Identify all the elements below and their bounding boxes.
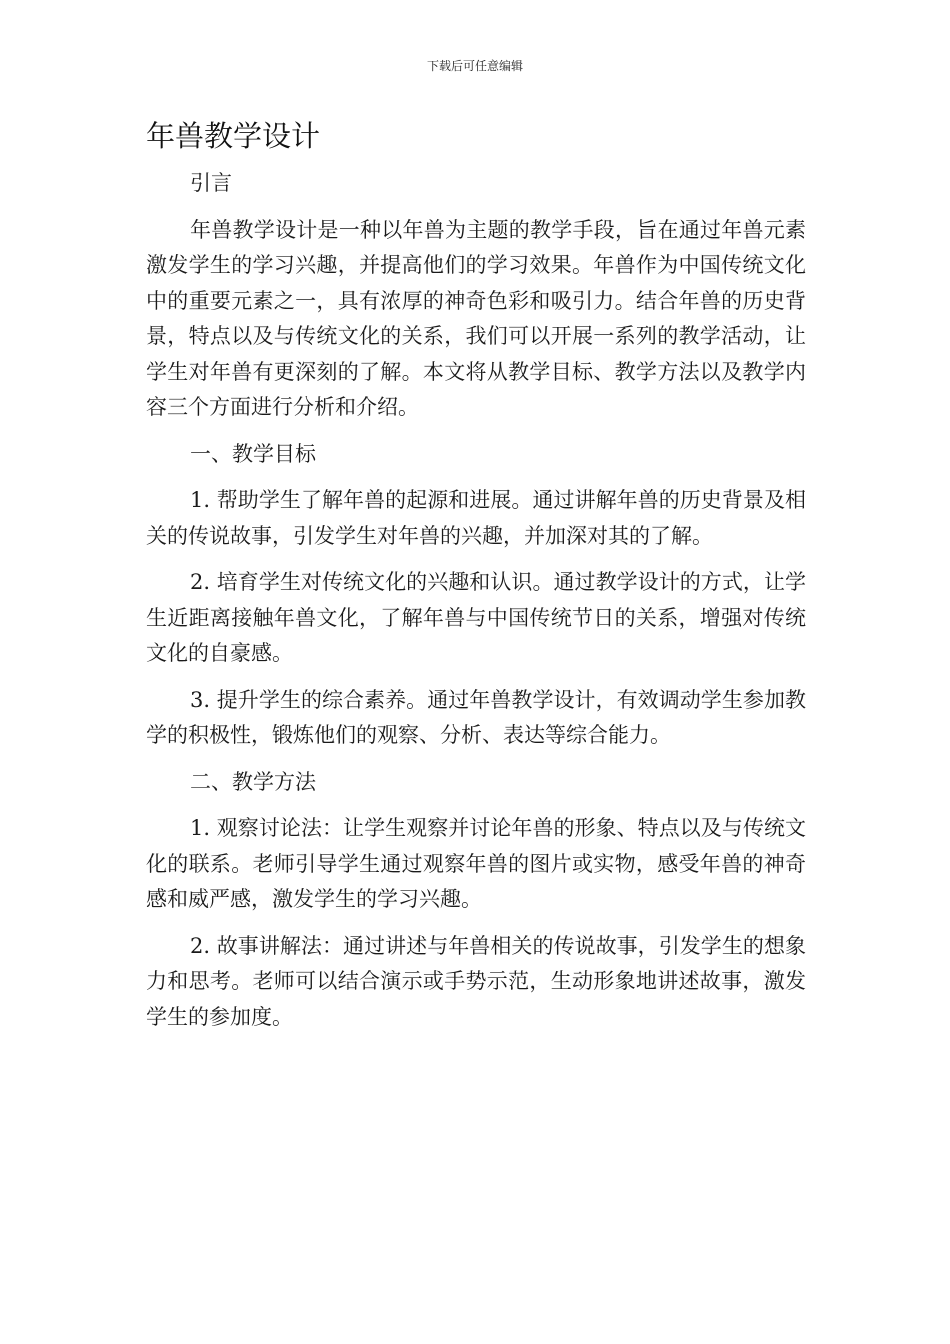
document-body xyxy=(146,166,806,1046)
goal-item-2: 2. 培育学生对传统文化的兴趣和认识。通过教学设计的方式，让学生近距离接触年兽文化，了解年兽与中国传统节日的关系，增强对传统文化的自豪感。 xyxy=(146,570,806,665)
section-heading-methods: 二、教学方法 xyxy=(190,769,316,794)
document-title: 年兽教学设计 xyxy=(146,119,321,153)
method-item-2: 2. 故事讲解法：通过讲述与年兽相关的传说故事，引发学生的想象力和思考。老师可以结合演示或手势示范，生动形象地讲述故事，激发学生的参加度。 xyxy=(146,933,806,1029)
goal-item-3: 3. 提升学生的综合素养。通过年兽教学设计，有效调动学生参加教学的积极性，锻炼他们的观察、分析、表达等综合能力。 xyxy=(146,687,806,747)
header-note: 下载后可任意编辑 xyxy=(426,59,523,73)
method-item-1: 1. 观察讨论法：让学生观察并讨论年兽的形象、特点以及与传统文化的联系。老师引导学生通过观察年兽的图片或实物，感受年兽的神奇感和威严感，激发学生的学习兴趣。 xyxy=(146,816,806,911)
section-heading-goals: 一、教学目标 xyxy=(190,441,316,466)
intro-paragraph: 年兽教学设计是一种以年兽为主题的教学手段，旨在通过年兽元素激发学生的学习兴趣，并提高他们的学习效果。年兽作为中国传统文化中的重要元素之一，具有浓厚的神奇色彩和吸引力。结合年兽的历史背景，特点以及与传统文化的关系，我们可以开展一系列的教学活动，让学生对年兽有更深刻的了解。本文将从教学目标、教学方法以及教学内容三个方面进行分析和介绍。 xyxy=(146,217,806,419)
goal-item-1: 1. 帮助学生了解年兽的起源和进展。通过讲解年兽的历史背景及相关的传说故事，引发学生对年兽的兴趣，并加深对其的了解。 xyxy=(146,488,806,548)
section-heading-intro: 引言 xyxy=(190,171,232,195)
